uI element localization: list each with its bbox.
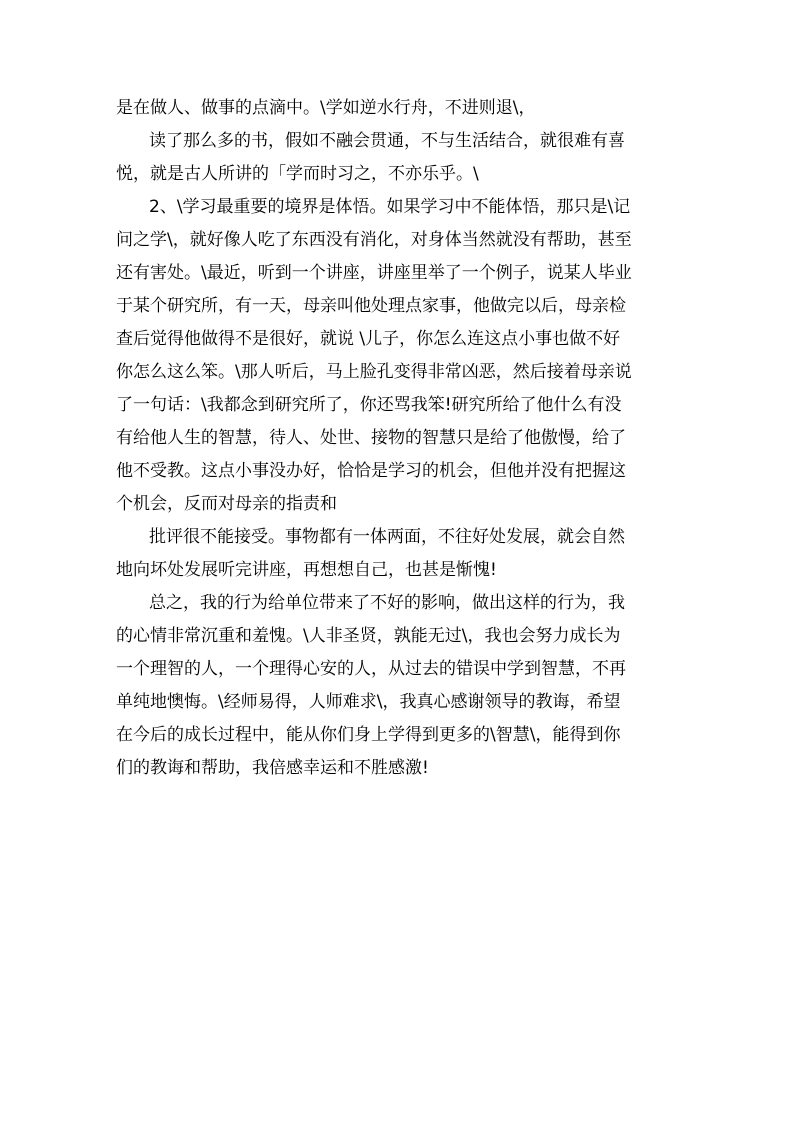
text-line: 是在做人、做事的点滴中。\学如逆水行舟，不进则退\， xyxy=(116,98,536,118)
text-line: 于某个研究所，有一天，母亲叫他处理点家事，他做完以后，母亲检 xyxy=(116,296,626,316)
text-line: 查后觉得他做得不是很好，就说 \儿子，你怎么连这点小事也做不好 xyxy=(116,329,621,349)
text-line: 2、\学习最重要的境界是体悟。如果学习中不能体悟，那只是\记 xyxy=(149,197,631,217)
document-body xyxy=(116,92,682,785)
text-line: 问之学\，就好像人吃了东西没有消化，对身体当然就没有帮助，甚至 xyxy=(116,230,632,250)
paragraph xyxy=(116,587,682,785)
text-line: 们的教诲和帮助，我倍感幸运和不胜感激! xyxy=(116,758,429,778)
text-line: 了一句话：\我都念到研究所了，你还骂我笨!研究所给了他什么有没 xyxy=(116,395,622,415)
paragraph xyxy=(116,125,682,191)
text-line: 批评很不能接受。事物都有一体两面，不往好处发展，就会自然 xyxy=(149,527,625,547)
text-line: 有给他人生的智慧，待人、处世、接物的智慧只是给了他傲慢，给了 xyxy=(116,428,626,448)
paragraph xyxy=(116,521,682,587)
text-line: 悦，就是古人所讲的「学而时习之，不亦乐乎。\ xyxy=(116,164,479,184)
text-line: 读了那么多的书，假如不融会贯通，不与生活结合，就很难有喜 xyxy=(149,131,625,151)
text-line: 在今后的成长过程中，能从你们身上学得到更多的\智慧\，能得到你 xyxy=(116,725,621,745)
paragraph xyxy=(116,191,682,521)
text-line: 还有害处。\最近，听到一个讲座，讲座里举了一个例子，说某人毕业 xyxy=(116,263,632,283)
text-line: 他不受教。这点小事没办好，恰恰是学习的机会，但他并没有把握这 xyxy=(116,461,626,481)
text-line: 你怎么这么笨。\那人听后，马上脸孔变得非常凶恶，然后接着母亲说 xyxy=(116,362,632,382)
text-line: 单纯地懊悔。\经师易得，人师难求\，我真心感谢领导的教诲，希望 xyxy=(116,692,621,712)
text-line: 一个理智的人，一个理得心安的人，从过去的错误中学到智慧，不再 xyxy=(116,659,626,679)
text-line: 地向坏处发展听完讲座，再想想自己，也甚是惭愧! xyxy=(116,560,497,580)
text-line: 的心情非常沉重和羞愧。\人非圣贤，孰能无过\，我也会努力成长为 xyxy=(116,626,621,646)
paragraph xyxy=(116,92,682,125)
text-line: 总之，我的行为给单位带来了不好的影响，做出这样的行为，我 xyxy=(149,593,625,613)
text-line: 个机会，反而对母亲的指责和 xyxy=(116,494,337,514)
